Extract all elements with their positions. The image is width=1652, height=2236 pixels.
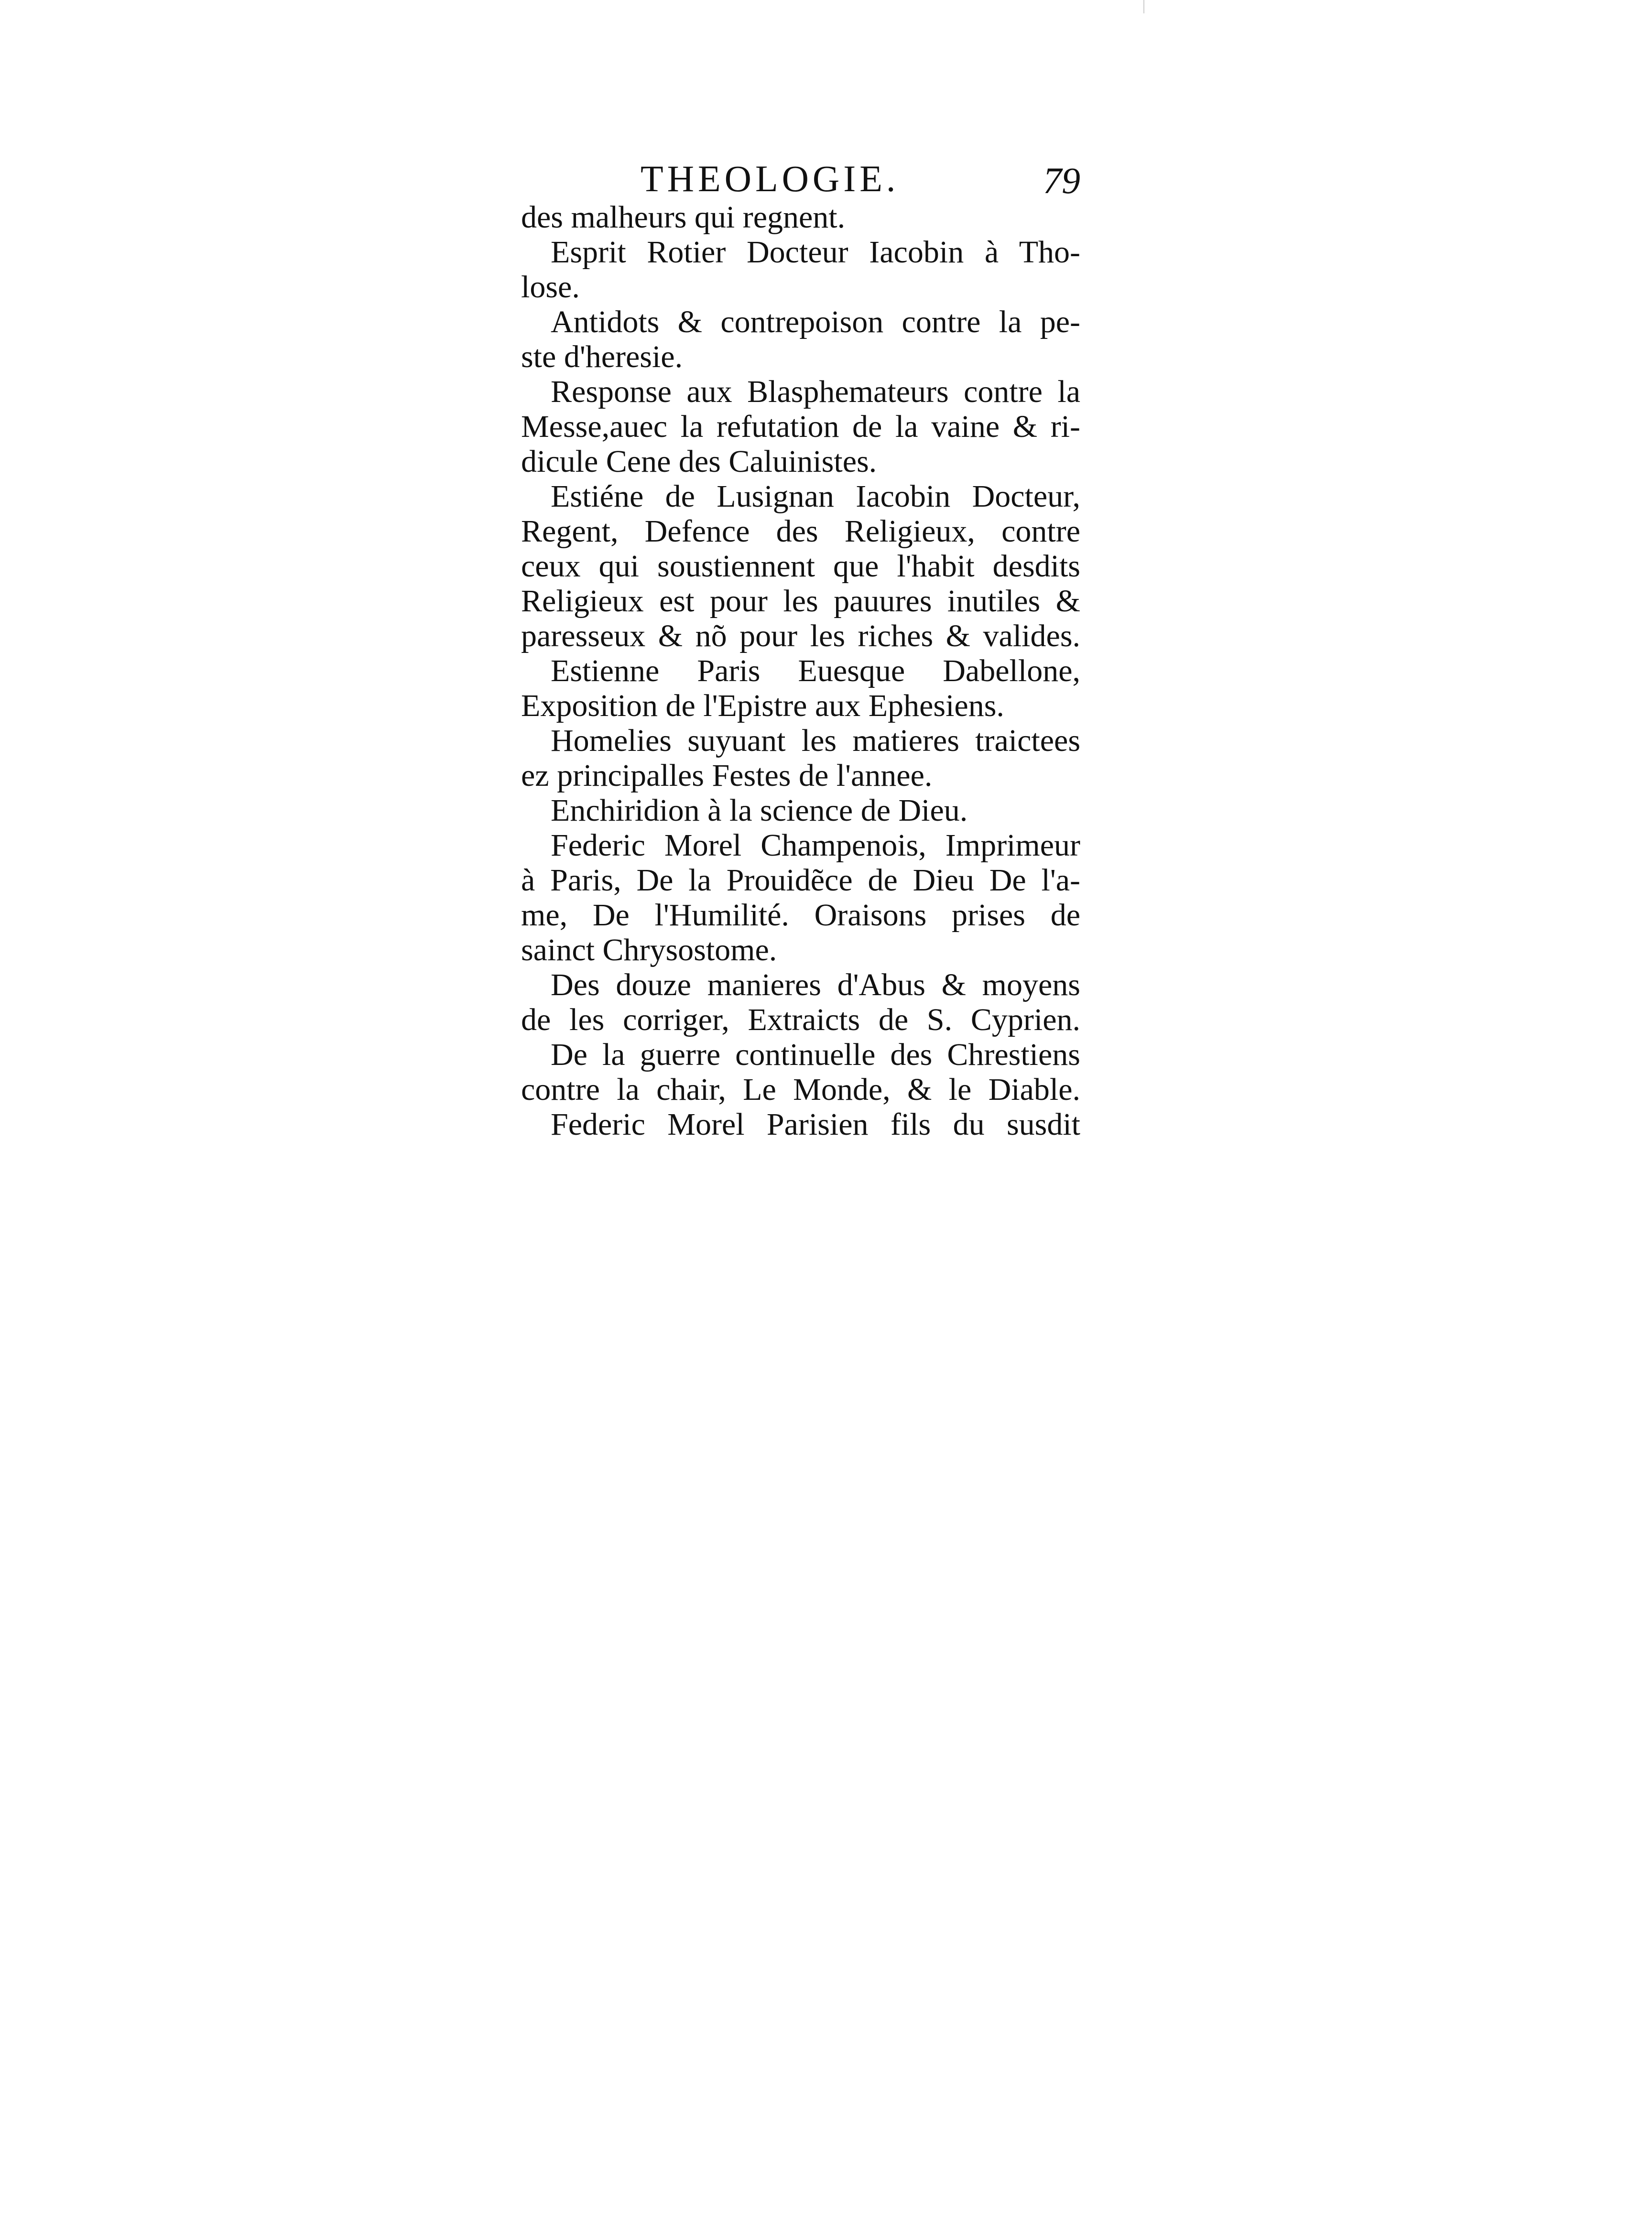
text-line: Des douze manieres d'Abus & moyens <box>551 967 1080 1002</box>
text-line: Messe,auec la refutation de la vaine & ri- <box>521 409 1080 444</box>
text-line: ceux qui soustiennent que l'habit desdits <box>521 549 1080 584</box>
text-line: ez principalles Festes de l'annee. <box>521 758 933 793</box>
page-header <box>521 158 1080 200</box>
text-line: Regent, Defence des Religieux, contre <box>521 514 1080 549</box>
text-line: Exposition de l'Epistre aux Ephesiens. <box>521 688 1004 723</box>
text-line: Federic Morel Parisien fils du susdit <box>551 1107 1080 1142</box>
running-head: THEOLOGIE. <box>641 158 900 199</box>
text-line: Homelies suyuant les matieres traictees <box>551 723 1080 758</box>
text-line: paresseux & nõ pour les riches & valides. <box>521 619 1080 653</box>
margin-mark <box>1143 0 1144 13</box>
text-lines <box>521 200 1080 1142</box>
text-line: me, De l'Humilité. Oraisons prises de <box>521 898 1080 933</box>
page-number: 79 <box>1043 160 1080 201</box>
text-line: De la guerre continuelle des Chrestiens <box>551 1037 1080 1072</box>
text-line: Antidots & contrepoison contre la pe- <box>551 304 1080 339</box>
text-line: à Paris, De la Prouidẽce de Dieu De l'a- <box>521 863 1080 898</box>
text-line: de les corriger, Extraicts de S. Cyprien. <box>521 1002 1080 1037</box>
text-line: lose. <box>521 270 580 304</box>
text-line: dicule Cene des Caluinistes. <box>521 444 877 479</box>
text-line: Federic Morel Champenois, Imprimeur <box>551 828 1080 863</box>
text-line: sainct Chrysostome. <box>521 933 777 967</box>
text-line: Estienne Paris Euesque Dabellone, <box>551 653 1080 688</box>
text-line: Esprit Rotier Docteur Iacobin à Tho- <box>551 235 1080 270</box>
text-line: Enchiridion à la science de Dieu. <box>551 793 968 828</box>
text-line: contre la chair, Le Monde, & le Diable. <box>521 1072 1080 1107</box>
text-line: des malheurs qui regnent. <box>521 200 846 235</box>
text-block <box>521 158 1080 1142</box>
text-line: Estiéne de Lusignan Iacobin Docteur, <box>551 479 1080 514</box>
text-line: Religieux est pour les pauures inutiles & <box>521 584 1080 619</box>
text-line: Response aux Blasphemateurs contre la <box>551 374 1080 409</box>
text-line: ste d'heresie. <box>521 339 683 374</box>
